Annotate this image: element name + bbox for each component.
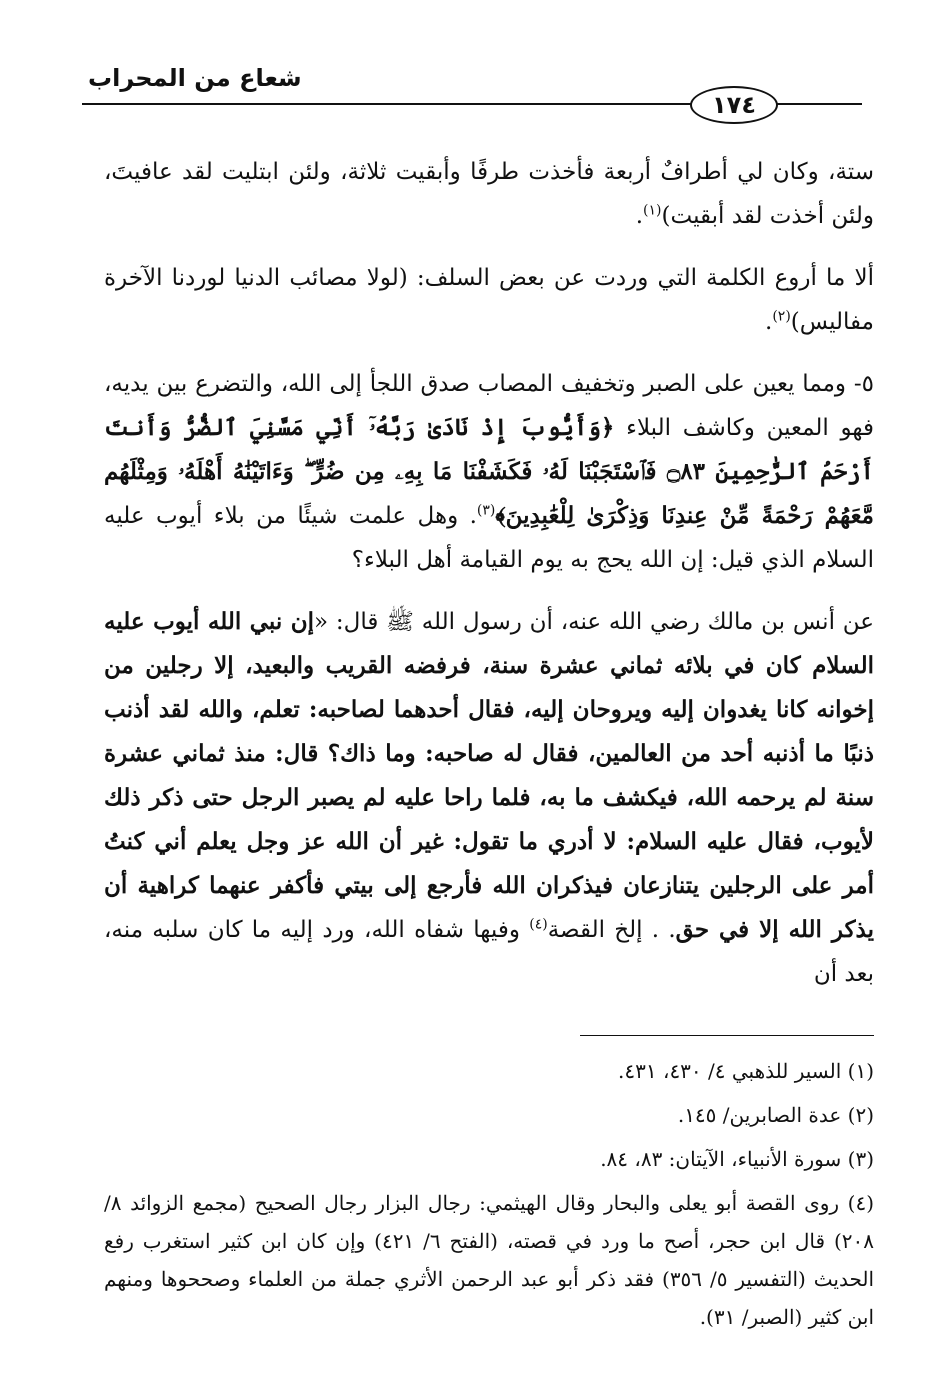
- hadith-after: . . إلخ القصة: [547, 917, 676, 943]
- main-text: [104, 150, 874, 1014]
- hadith-continuation: وفيها شفاه الله، ورد إليه ما كان سلبه منه، بعد أن: [104, 917, 874, 987]
- footnote-2: (٢) عدة الصابرين/ ١٤٥.: [677, 1103, 874, 1127]
- footnote-3: (٣) سورة الأنبياء، الآيتان: ٨٣، ٨٤.: [600, 1147, 874, 1171]
- paragraph-1-text: ستة، وكان لي أطرافٌ أربعة فأخذت طرفًا وأبقيت ثلاثة، ولئن ابتليت لقد عافيتَ، ولئن أخذت لقد أبقيت): [104, 159, 874, 229]
- footnote-rule: [580, 1035, 874, 1036]
- hadith-intro: عن أنس بن مالك رضي الله عنه، أن رسول الله ﷺ قال: «: [314, 609, 874, 635]
- paragraph-1-end: .: [635, 203, 644, 229]
- page-number: ١٧٤: [690, 86, 778, 124]
- footnote-4: (٤) روى القصة أبو يعلى والبحار وقال الهيثمي: رجال البزار رجال الصحيح (مجمع الزوائد ٨/ ٢٠٨) قال ابن حجر، أصح ما ورد في قصته، (الفتح ٦/ ٤٢١) وإن كان ابن كثير استغرب رفع الحديث (التفسير ٥/ ٣٥٦) فقد ذكر أبو عبد الرحمن الأثري جملة من العلماء وصححوها ومنهم ابن كثير (الصبر/ ٣١).: [104, 1191, 875, 1329]
- paragraph-1: [104, 150, 874, 238]
- paragraph-2: [104, 256, 874, 344]
- footnote-ref-2: (٢): [772, 308, 791, 325]
- paragraph-3-rest: . وهل علمت شيئًا من بلاء أيوب عليه السلام الذي قيل: إن الله يحج به يوم القيامة أهل البلاء؟: [104, 503, 874, 573]
- paragraph-2-text: ألا ما أروع الكلمة التي وردت عن بعض السلف: (لولا مصائب الدنيا لوردنا الآخرة مفاليس): [104, 265, 874, 335]
- paragraph-4: [104, 600, 874, 996]
- paragraph-3-text: ٥- ومما يعين على الصبر وتخفيف المصاب صدق اللجأ إلى الله، والتضرع بين يديه، فهو المعين وكاشف البلاء: [104, 371, 875, 441]
- hadith-text: إن نبي الله أيوب عليه السلام كان في بلائه ثماني عشرة سنة، فرفضه القريب والبعيد، إلا رجلين من إخوانه كانا يغدوان إليه ويروحان إليه، فقال أحدهما لصاحبه: تعلم، والله لقد أذنب ذنبًا ما أذنبه أحد من العالمين، فقال له صاحبه: وما ذاك؟ قال: منذ ثماني عشرة سنة لم يرحمه الله، فيكشف ما به، فلما راحا عليه لم يصبر الرجل حتى ذكر ذلك لأيوب، فقال عليه السلام: لا أدري ما تقول: غير أن الله عز وجل يعلم أني كنتُ أمر على الرجلين يتنازعان فيذكران الله فأرجع إلى بيتي فأكفر عنهما كراهية أن يذكر الله إلا في حق: [104, 608, 875, 943]
- paragraph-2-end: .: [765, 309, 773, 335]
- footnote-ref-3: (٣): [476, 502, 496, 519]
- running-header-title: شعاع من المحراب: [88, 64, 302, 92]
- footnote-1: (١) السير للذهبي ٤/ ٤٣٠، ٤٣١.: [618, 1059, 874, 1083]
- footnote-ref-1: (١): [643, 202, 662, 219]
- paragraph-3: [104, 362, 874, 582]
- footnote-ref-4: (٤): [529, 916, 548, 933]
- quran-verse: ﴿وَأَيُّوبَ إِذْ نَادَىٰ رَبَّهُۥٓ أَنِّي مَسَّنِيَ ٱلضُّرُّ وَأَنتَ أَرْحَمُ ٱلرَّٰحِمِينَ ۝٨٣ فَٱسْتَجَبْنَا لَهُۥ فَكَشَفْنَا مَا بِهِۦ مِن ضُرٍّ ۖ وَءَاتَيْنَٰهُ أَهْلَهُۥ وَمِثْلَهُم مَّعَهُمْ رَحْمَةً مِّنْ عِندِنَا وَذِكْرَىٰ لِلْعَٰبِدِينَ﴾: [104, 414, 875, 529]
- footnotes: [104, 1052, 874, 1342]
